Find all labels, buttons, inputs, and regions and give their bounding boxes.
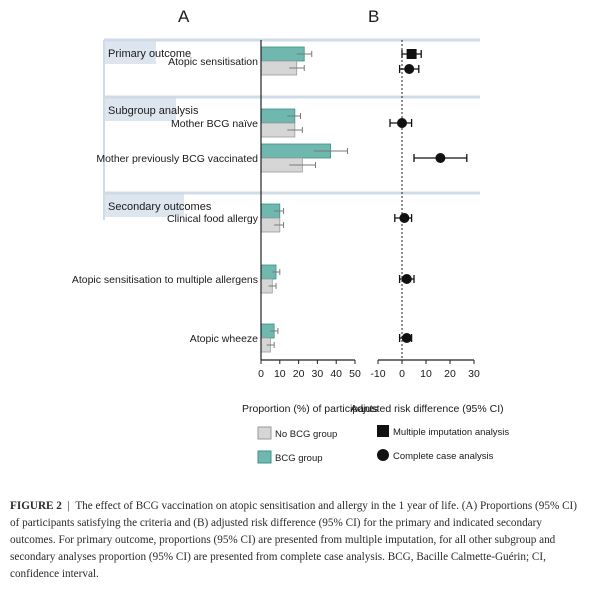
panel-b-tick-label-20: 20 (444, 368, 456, 380)
panel-a-letter: A (178, 7, 190, 26)
point-mother-previously-bcg-vaccinated-circle (435, 153, 445, 163)
caption-separator: | (67, 500, 70, 512)
panel-a-tick-label-30: 30 (311, 368, 324, 380)
row-label-mother-previously-bcg-vaccinated: Mother previously BCG vaccinated (96, 153, 258, 165)
legend-square-marker (377, 425, 389, 437)
figure-caption (10, 498, 588, 583)
panel-b-tick-label-10: -10 (370, 368, 386, 380)
point-mother-bcg-na-ve-circle (397, 118, 407, 128)
panel-b-tick-label-10: 10 (420, 368, 432, 380)
row-label-atopic-sensitisation: Atopic sensitisation (168, 56, 258, 68)
panel-a-tick-label-10: 10 (273, 368, 286, 380)
panel-a-x-axis-title: Proportion (%) of participants (242, 403, 378, 415)
row-label-mother-bcg-na-ve: Mother BCG naïve (171, 118, 258, 130)
legend-swatch-bcg (258, 451, 271, 463)
section-label-subgroup: Subgroup analysis (108, 105, 199, 117)
legend-label-multiple-imputation: Multiple imputation analysis (393, 427, 510, 438)
panel-b-x-axis-title: Adjusted risk difference (95% CI) (350, 403, 504, 415)
row-label-atopic-wheeze: Atopic wheeze (189, 333, 258, 345)
panel-b-ticks (370, 360, 480, 380)
point-atopic-sensitisation-circle (404, 64, 414, 74)
panel-a-ticks (258, 360, 361, 380)
point-clinical-food-allergy-circle (399, 213, 409, 223)
row-label-atopic-sensitisation-to-multiple-allergens: Atopic sensitisation to multiple allergens (71, 274, 258, 286)
point-atopic-wheeze-circle (402, 333, 412, 343)
caption-text: The effect of BCG vaccination on atopic sensitisation and allergy in the 1 year of life. (A) Proportions (95% CI) of participants satisfying the criteria and (B) adjusted risk difference (95% CI) for the primary and indicated secondary outcomes. For primary outcome, proportions (95% CI) are presented from multiple imputation, for all other subgroup and secondary analyses proportion (95% CI) are presented from complete case analysis. BCG, Bacille Calmette-Guérin; CI, confidence interval. (10, 500, 577, 580)
panel-a-tick-label-0: 0 (258, 368, 264, 380)
panel-a-tick-label-50: 50 (349, 368, 361, 380)
panel-b-tick-label-30: 30 (468, 368, 480, 380)
legend-label-complete-case: Complete case analysis (393, 451, 494, 462)
legend-label-bcg: BCG group (275, 453, 323, 464)
row-label-clinical-food-allergy: Clinical food allergy (166, 213, 258, 225)
legend-label-no-bcg: No BCG group (275, 429, 338, 440)
section-label-secondary: Secondary outcomes (108, 201, 212, 213)
caption-figure-number: FIGURE 2 (10, 500, 62, 512)
panel-b-letter: B (368, 7, 380, 26)
panel-a-bars (261, 47, 347, 352)
legend-circle-marker (377, 449, 389, 461)
panel-b-tick-label-0: 0 (399, 368, 405, 380)
point-atopic-sensitisation-square (407, 49, 417, 59)
section-label-primary: Primary outcome (108, 48, 192, 60)
panel-a-tick-label-20: 20 (292, 368, 305, 380)
legend-swatch-no-bcg (258, 427, 271, 439)
point-atopic-sensitisation-to-multiple-allergens-circle (402, 274, 412, 284)
panel-a-tick-label-40: 40 (330, 368, 343, 380)
panel-b-forest (390, 40, 467, 360)
